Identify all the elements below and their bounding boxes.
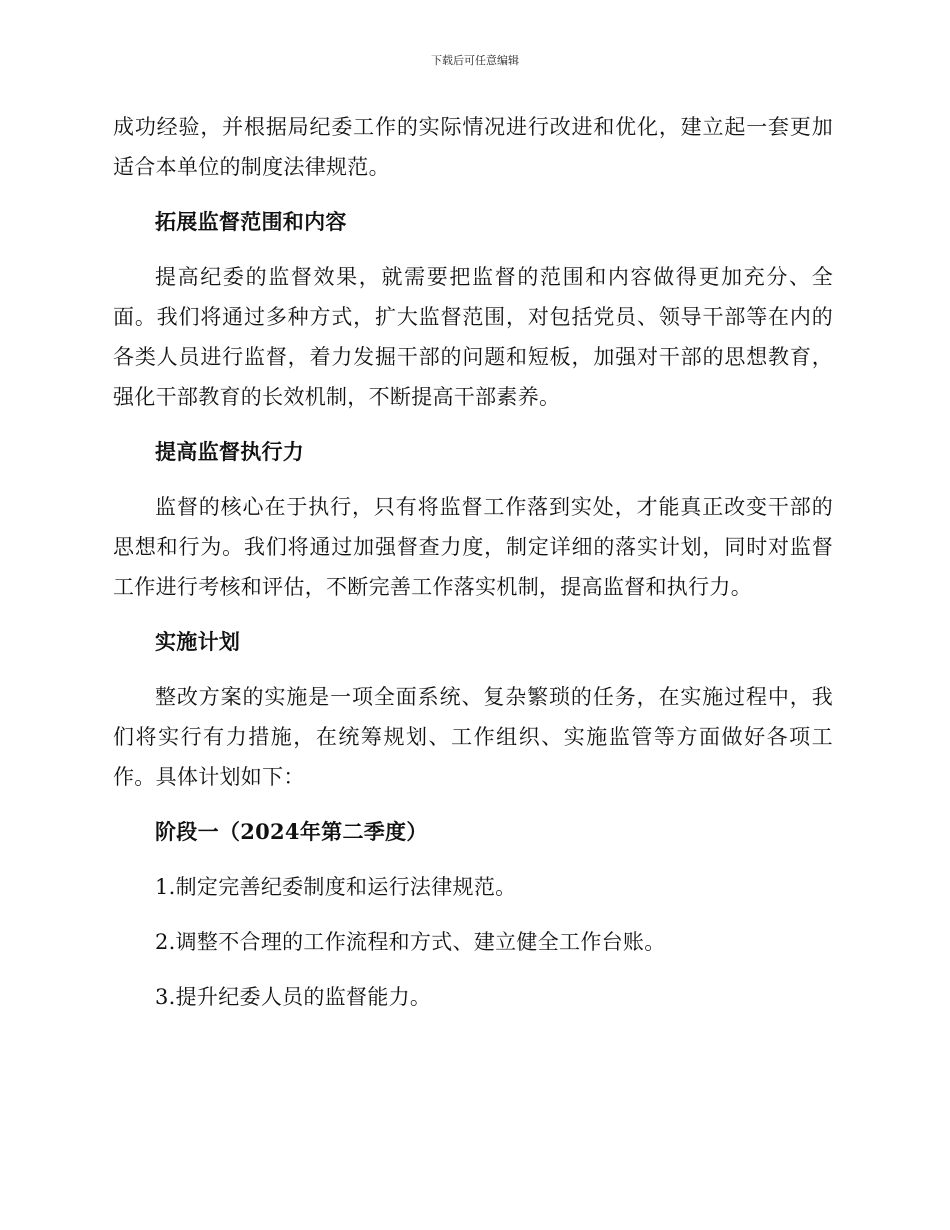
stage-one-item: 3.提升纪委人员的监督能力。	[155, 985, 432, 1009]
spacer	[113, 662, 833, 677]
stage-one-item: 2.调整不合理的工作流程和方式、建立健全工作台账。	[155, 930, 666, 954]
section-heading-implementation-plan: 实施计划	[155, 629, 241, 654]
header-note: 下载后可任意编辑	[431, 54, 519, 67]
document-body	[113, 107, 833, 1017]
spacer	[113, 797, 833, 812]
spacer	[113, 417, 833, 432]
intro-paragraph: 成功经验，并根据局纪委工作的实际情况进行改进和优化，建立起一套更加适合本单位的制度法律规范。	[113, 115, 833, 179]
section-heading-execution: 提高监督执行力	[155, 439, 305, 464]
spacer	[113, 607, 833, 622]
spacer	[113, 472, 833, 487]
section-heading-expand-supervision: 拓展监督范围和内容	[155, 209, 347, 234]
stage-one-item: 1.制定完善纪委制度和运行法律规范。	[155, 875, 517, 899]
spacer	[113, 242, 833, 257]
section-body-implementation-plan: 整改方案的实施是一项全面系统、复杂繁琐的任务，在实施过程中，我们将实行有力措施，在统筹规划、工作组织、实施监管等方面做好各项工作。具体计划如下：	[113, 685, 833, 789]
spacer	[113, 852, 833, 867]
section-body-expand-supervision: 提高纪委的监督效果，就需要把监督的范围和内容做得更加充分、全面。我们将通过多种方式，扩大监督范围，对包括党员、领导干部等在内的各类人员进行监督，着力发掘干部的问题和短板，加强对干部的思想教育，强化干部教育的长效机制，不断提高干部素养。	[113, 265, 833, 409]
spacer	[113, 907, 833, 922]
spacer	[113, 962, 833, 977]
stage-one-heading: 阶段一（2024年第二季度）	[155, 819, 428, 844]
section-body-execution: 监督的核心在于执行，只有将监督工作落到实处，才能真正改变干部的思想和行为。我们将通过加强督查力度，制定详细的落实计划，同时对监督工作进行考核和评估，不断完善工作落实机制，提高监督和执行力。	[113, 495, 833, 599]
spacer	[113, 187, 833, 202]
